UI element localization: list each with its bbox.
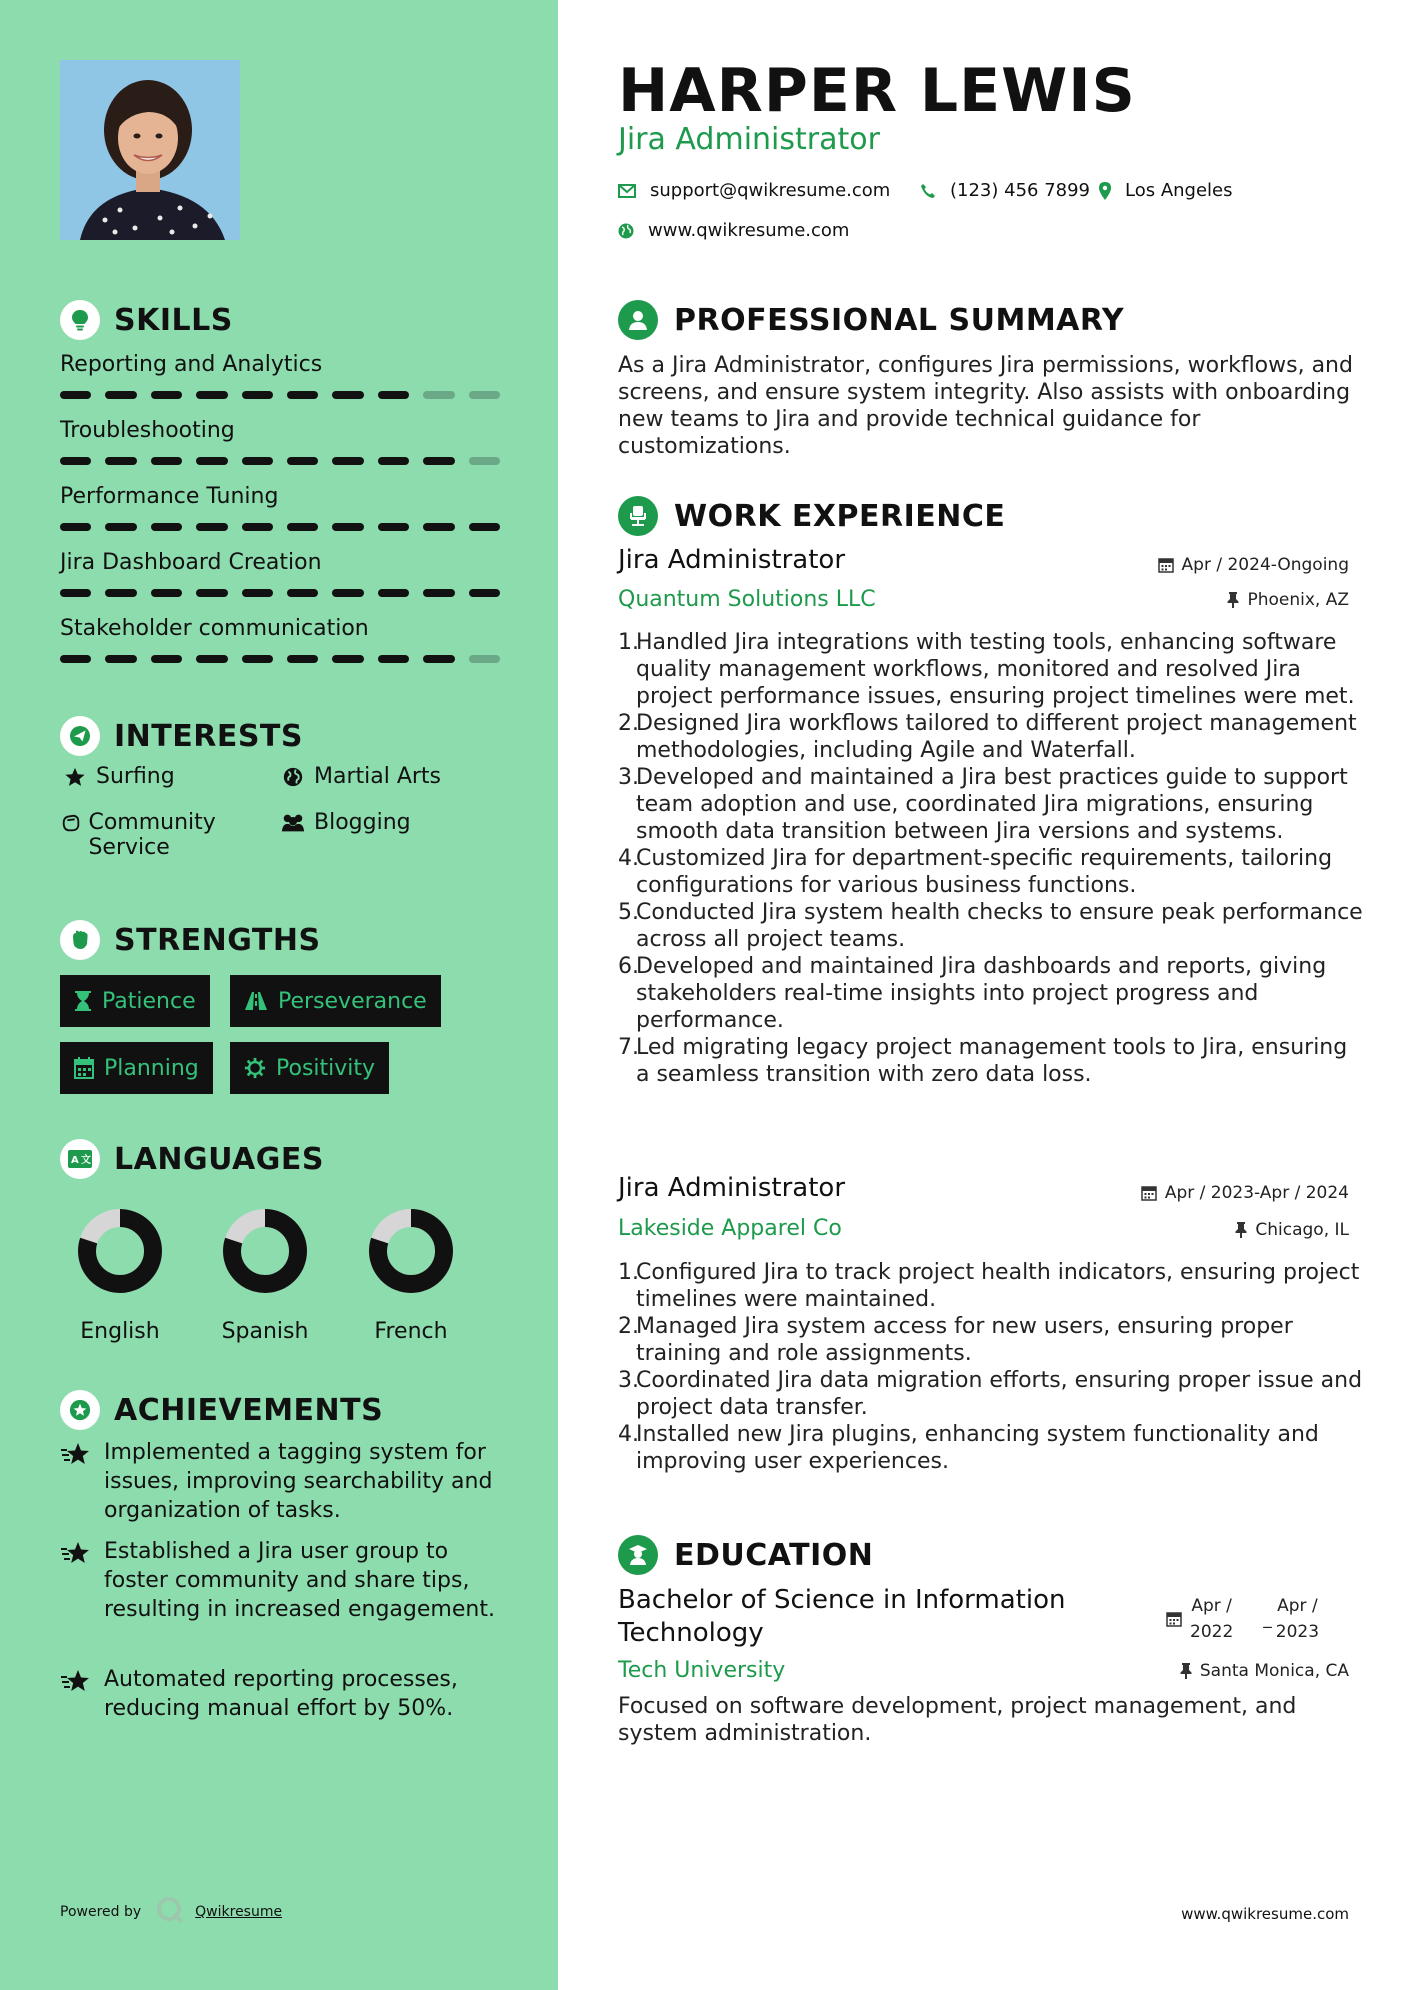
skill-item <box>60 418 500 465</box>
education-dates <box>1166 1593 1319 1645</box>
interest-item <box>278 764 441 789</box>
calendar-icon <box>1166 1611 1182 1627</box>
skill-level-segment <box>196 457 227 465</box>
award-star-icon <box>60 1390 100 1430</box>
globe-icon <box>618 223 634 239</box>
skill-level-segment <box>287 655 318 663</box>
skill-item <box>60 550 500 597</box>
strength-label: Perseverance <box>278 988 427 1014</box>
skill-level-bar <box>60 589 500 597</box>
skill-level-segment <box>242 655 273 663</box>
skill-level-segment <box>332 457 363 465</box>
gear-icon <box>244 1057 266 1079</box>
skill-level-segment <box>151 589 182 597</box>
education-location-text: Santa Monica, CA <box>1199 1661 1349 1681</box>
bullet-text: Coordinated Jira data migration efforts, ensuring proper issue and project data transfer. <box>636 1368 1363 1420</box>
skills-heading <box>60 300 233 340</box>
job-dates-text: Apr / 2024-Ongoing <box>1181 555 1349 575</box>
job-bullet <box>618 1367 1363 1421</box>
job-title: Jira Administrator <box>618 545 846 575</box>
skill-level-segment <box>151 655 182 663</box>
fist-icon <box>60 920 100 960</box>
bullet-text: Developed and maintained a Jira best practices guide to support team adoption and use, coordinated Jira migrations, ensuring smooth data transition between Jira versions and systems. <box>636 765 1348 844</box>
candidate-role: Jira Administrator <box>618 122 880 157</box>
skill-level-segment <box>287 523 318 531</box>
interest-item <box>278 810 411 835</box>
summary-text: As a Jira Administrator, configures Jira permissions, workflows, and screens, and ensure system integrity. Also assists with onboarding new teams to Jira and provide technical guidance for customizations. <box>618 353 1353 459</box>
skill-item <box>60 616 500 663</box>
skill-level-segment <box>378 523 409 531</box>
education-start-month: Apr / <box>1191 1596 1232 1616</box>
skill-level-segment <box>423 655 454 663</box>
achievement-item <box>60 1537 510 1624</box>
skill-level-segment <box>423 391 454 399</box>
education-heading <box>618 1535 873 1575</box>
skill-item <box>60 352 500 399</box>
strength-tag <box>230 975 441 1027</box>
skill-level-segment <box>242 589 273 597</box>
contact-website <box>618 220 849 241</box>
job-title: Jira Administrator <box>618 1173 846 1203</box>
achievement-text: Implemented a tagging system for issues, improving searchability and organization of tasks. <box>104 1440 493 1523</box>
language-donut <box>60 1205 180 1297</box>
location-text: Los Angeles <box>1125 180 1233 201</box>
achievement-text: Automated reporting processes, reducing manual effort by 50%. <box>104 1667 458 1721</box>
skill-label: Jira Dashboard Creation <box>60 550 322 575</box>
job-bullet <box>618 1313 1363 1367</box>
interest-item <box>60 764 175 789</box>
strength-label: Planning <box>104 1055 199 1081</box>
skill-level-segment <box>332 523 363 531</box>
job-bullet <box>618 845 1363 899</box>
skill-level-segment <box>378 655 409 663</box>
office-chair-icon <box>618 496 658 536</box>
skill-level-segment <box>60 457 91 465</box>
skill-level-segment <box>287 589 318 597</box>
skill-level-segment <box>332 391 363 399</box>
paper-plane-icon <box>60 716 100 756</box>
skill-level-segment <box>242 391 273 399</box>
job-location <box>1227 590 1349 610</box>
job-bullets <box>618 1259 1363 1475</box>
education-title: EDUCATION <box>674 1537 874 1573</box>
contact-phone <box>920 180 1090 201</box>
job-bullet <box>618 953 1363 1034</box>
bullet-text: Conducted Jira system health checks to ensure peak performance across all project teams. <box>636 900 1363 952</box>
map-pin-icon <box>1099 182 1111 200</box>
bullet-number: 1. <box>618 630 639 655</box>
sidebar <box>0 0 558 1990</box>
hand-icon <box>60 810 82 834</box>
interest-label: Surfing <box>96 764 175 789</box>
road-icon <box>244 991 268 1011</box>
skill-level-segment <box>423 589 454 597</box>
strength-tag <box>230 1042 389 1094</box>
qwikresume-link[interactable]: Qwikresume <box>195 1904 283 1920</box>
skill-level-segment <box>105 391 136 399</box>
language-label: French <box>374 1319 448 1344</box>
school-name: Tech University <box>618 1658 786 1683</box>
qwikresume-logo-icon <box>155 1895 185 1929</box>
pushpin-icon <box>1227 592 1239 608</box>
strength-tag <box>60 1042 213 1094</box>
skill-level-segment <box>423 457 454 465</box>
skill-level-bar <box>60 655 500 663</box>
job-location-text: Phoenix, AZ <box>1247 590 1349 610</box>
candidate-name: HARPER LEWIS <box>618 56 1136 126</box>
job-bullet <box>618 629 1363 710</box>
skill-label: Stakeholder communication <box>60 616 369 641</box>
skill-level-bar <box>60 523 500 531</box>
strength-tag <box>60 975 210 1027</box>
translate-icon <box>60 1139 100 1179</box>
bullet-text: Designed Jira workflows tailored to different project management methodologies, including Agile and Waterfall. <box>636 711 1357 763</box>
summary-title: PROFESSIONAL SUMMARY <box>674 302 1125 338</box>
skill-level-segment <box>469 523 500 531</box>
skill-level-segment <box>469 655 500 663</box>
skills-title: SKILLS <box>114 302 233 338</box>
bullet-number: 6. <box>618 954 639 979</box>
job-dates <box>1158 555 1349 575</box>
pushpin-icon <box>1180 1663 1192 1679</box>
education-location <box>1180 1661 1349 1681</box>
strengths-title: STRENGTHS <box>114 922 321 958</box>
job-bullet <box>618 899 1363 953</box>
skill-level-segment <box>332 589 363 597</box>
contact-location <box>1099 180 1233 201</box>
star-icon <box>60 764 90 788</box>
achievement-item <box>60 1665 510 1723</box>
education-description: Focused on software development, project management, and system administration. <box>618 1694 1297 1746</box>
skill-level-segment <box>469 457 500 465</box>
skill-level-segment <box>151 523 182 531</box>
languages-title: LANGUAGES <box>114 1141 324 1177</box>
pushpin-icon <box>1235 1222 1247 1238</box>
education-start <box>1190 1593 1233 1645</box>
powered-by <box>60 1895 282 1929</box>
education-start-year: 2022 <box>1190 1622 1234 1642</box>
star-icon <box>60 1665 104 1723</box>
job-dates <box>1141 1183 1349 1203</box>
contact-email <box>618 180 890 201</box>
skill-level-segment <box>151 391 182 399</box>
job-bullet <box>618 1034 1363 1088</box>
bullet-number: 4. <box>618 846 639 871</box>
date-separator: _ <box>1263 1609 1272 1629</box>
skill-level-segment <box>60 391 91 399</box>
language-item <box>351 1205 471 1344</box>
job-company: Lakeside Apparel Co <box>618 1216 842 1241</box>
achievements-title: ACHIEVEMENTS <box>114 1392 384 1428</box>
bullet-number: 4. <box>618 1422 639 1447</box>
bullet-number: 3. <box>618 765 639 790</box>
job-bullet <box>618 764 1363 845</box>
bullet-text: Installed new Jira plugins, enhancing system functionality and improving user experiences. <box>636 1422 1319 1474</box>
bullet-number: 1. <box>618 1260 639 1285</box>
users-icon <box>278 810 308 834</box>
skill-level-segment <box>60 523 91 531</box>
skill-level-segment <box>196 391 227 399</box>
languages-heading <box>60 1139 324 1179</box>
bullet-number: 7. <box>618 1035 639 1060</box>
experience-title: WORK EXPERIENCE <box>674 498 1006 534</box>
language-item <box>205 1205 325 1344</box>
skill-level-segment <box>378 391 409 399</box>
skill-level-segment <box>469 391 500 399</box>
skill-level-segment <box>242 457 273 465</box>
website-text[interactable]: www.qwikresume.com <box>648 220 850 241</box>
skill-level-segment <box>332 655 363 663</box>
achievement-text: Established a Jira user group to foster community and share tips, resulting in increased engagement. <box>104 1539 495 1622</box>
job-bullet <box>618 1421 1363 1475</box>
job-bullet <box>618 1259 1363 1313</box>
experience-heading <box>618 496 1005 536</box>
job-location-text: Chicago, IL <box>1255 1220 1349 1240</box>
envelope-icon <box>618 184 636 198</box>
skill-level-bar <box>60 457 500 465</box>
skill-level-segment <box>378 589 409 597</box>
calendar-icon <box>74 1057 94 1079</box>
bullet-text: Developed and maintained Jira dashboards and reports, giving stakeholders real-time insights into project progress and performance. <box>636 954 1327 1033</box>
skill-level-segment <box>287 391 318 399</box>
bullet-number: 2. <box>618 711 639 736</box>
education-end <box>1276 1593 1319 1645</box>
interests-heading <box>60 716 303 756</box>
hourglass-icon <box>74 990 92 1012</box>
skill-level-segment <box>196 589 227 597</box>
skill-item <box>60 484 500 531</box>
bullet-number: 3. <box>618 1368 639 1393</box>
job-dates-text: Apr / 2023-Apr / 2024 <box>1164 1183 1349 1203</box>
phone-text: (123) 456 7899 <box>950 180 1091 201</box>
job-company: Quantum Solutions LLC <box>618 587 876 612</box>
lightbulb-icon <box>60 300 100 340</box>
interest-label: Blogging <box>314 810 411 835</box>
job-bullets <box>618 629 1363 1088</box>
footer-url[interactable]: www.qwikresume.com <box>1181 1905 1349 1923</box>
education-end-year: 2023 <box>1275 1622 1320 1642</box>
star-icon <box>60 1438 104 1525</box>
skill-level-segment <box>105 655 136 663</box>
skill-label: Troubleshooting <box>60 418 235 443</box>
skill-level-segment <box>60 589 91 597</box>
bullet-number: 5. <box>618 900 639 925</box>
interest-label: Martial Arts <box>314 764 442 789</box>
email-text[interactable]: support@qwikresume.com <box>650 180 891 201</box>
bullet-text: Managed Jira system access for new users, ensuring proper training and role assignments. <box>636 1314 1293 1366</box>
strength-label: Patience <box>102 988 196 1014</box>
interests-title: INTERESTS <box>114 718 303 754</box>
skill-level-segment <box>378 457 409 465</box>
achievement-item <box>60 1438 510 1525</box>
interest-label: Community Service <box>88 810 216 860</box>
bullet-text: Handled Jira integrations with testing tools, enhancing software quality management workflows, monitored and resolved Jira project performance issues, ensuring project timelines were met. <box>636 630 1355 709</box>
achievements-heading <box>60 1390 383 1430</box>
strengths-heading <box>60 920 321 960</box>
svg-text:A: A <box>71 1155 79 1166</box>
language-donut <box>205 1205 325 1297</box>
globe-icon <box>278 764 308 788</box>
skill-label: Reporting and Analytics <box>60 352 323 377</box>
star-icon <box>60 1537 104 1624</box>
degree-title: Bachelor of Science in Information Technology <box>618 1585 1066 1648</box>
bullet-text: Customized Jira for department-specific requirements, tailoring configurations for various business functions. <box>636 846 1333 898</box>
svg-text:文: 文 <box>81 1155 91 1166</box>
calendar-icon <box>1158 557 1174 573</box>
language-label: English <box>80 1319 160 1344</box>
strength-label: Positivity <box>276 1055 376 1081</box>
bullet-number: 2. <box>618 1314 639 1339</box>
profile-photo <box>60 60 240 240</box>
skill-level-segment <box>423 523 454 531</box>
skill-level-segment <box>105 523 136 531</box>
summary-heading <box>618 300 1124 340</box>
user-icon <box>618 300 658 340</box>
phone-icon <box>920 183 936 199</box>
language-label: Spanish <box>221 1319 309 1344</box>
skill-level-segment <box>196 523 227 531</box>
skill-level-segment <box>287 457 318 465</box>
interest-item <box>60 810 250 860</box>
job-bullet <box>618 710 1363 764</box>
skill-level-segment <box>242 523 273 531</box>
job-location <box>1235 1220 1349 1240</box>
calendar-icon <box>1141 1185 1157 1201</box>
skill-level-segment <box>151 457 182 465</box>
education-end-month: Apr / <box>1277 1596 1318 1616</box>
powered-by-label: Powered by <box>60 1904 142 1920</box>
bullet-text: Led migrating legacy project management tools to Jira, ensuring a seamless transition with zero data loss. <box>636 1035 1348 1087</box>
skill-level-segment <box>105 589 136 597</box>
skill-level-bar <box>60 391 500 399</box>
skill-level-segment <box>60 655 91 663</box>
skill-label: Performance Tuning <box>60 484 279 509</box>
bullet-text: Configured Jira to track project health indicators, ensuring project timelines were maintained. <box>636 1260 1360 1312</box>
skill-level-segment <box>105 457 136 465</box>
main-content <box>558 0 1407 1990</box>
graduate-icon <box>618 1535 658 1575</box>
skill-level-segment <box>196 655 227 663</box>
language-item <box>60 1205 180 1344</box>
language-donut <box>351 1205 471 1297</box>
skill-level-segment <box>469 589 500 597</box>
